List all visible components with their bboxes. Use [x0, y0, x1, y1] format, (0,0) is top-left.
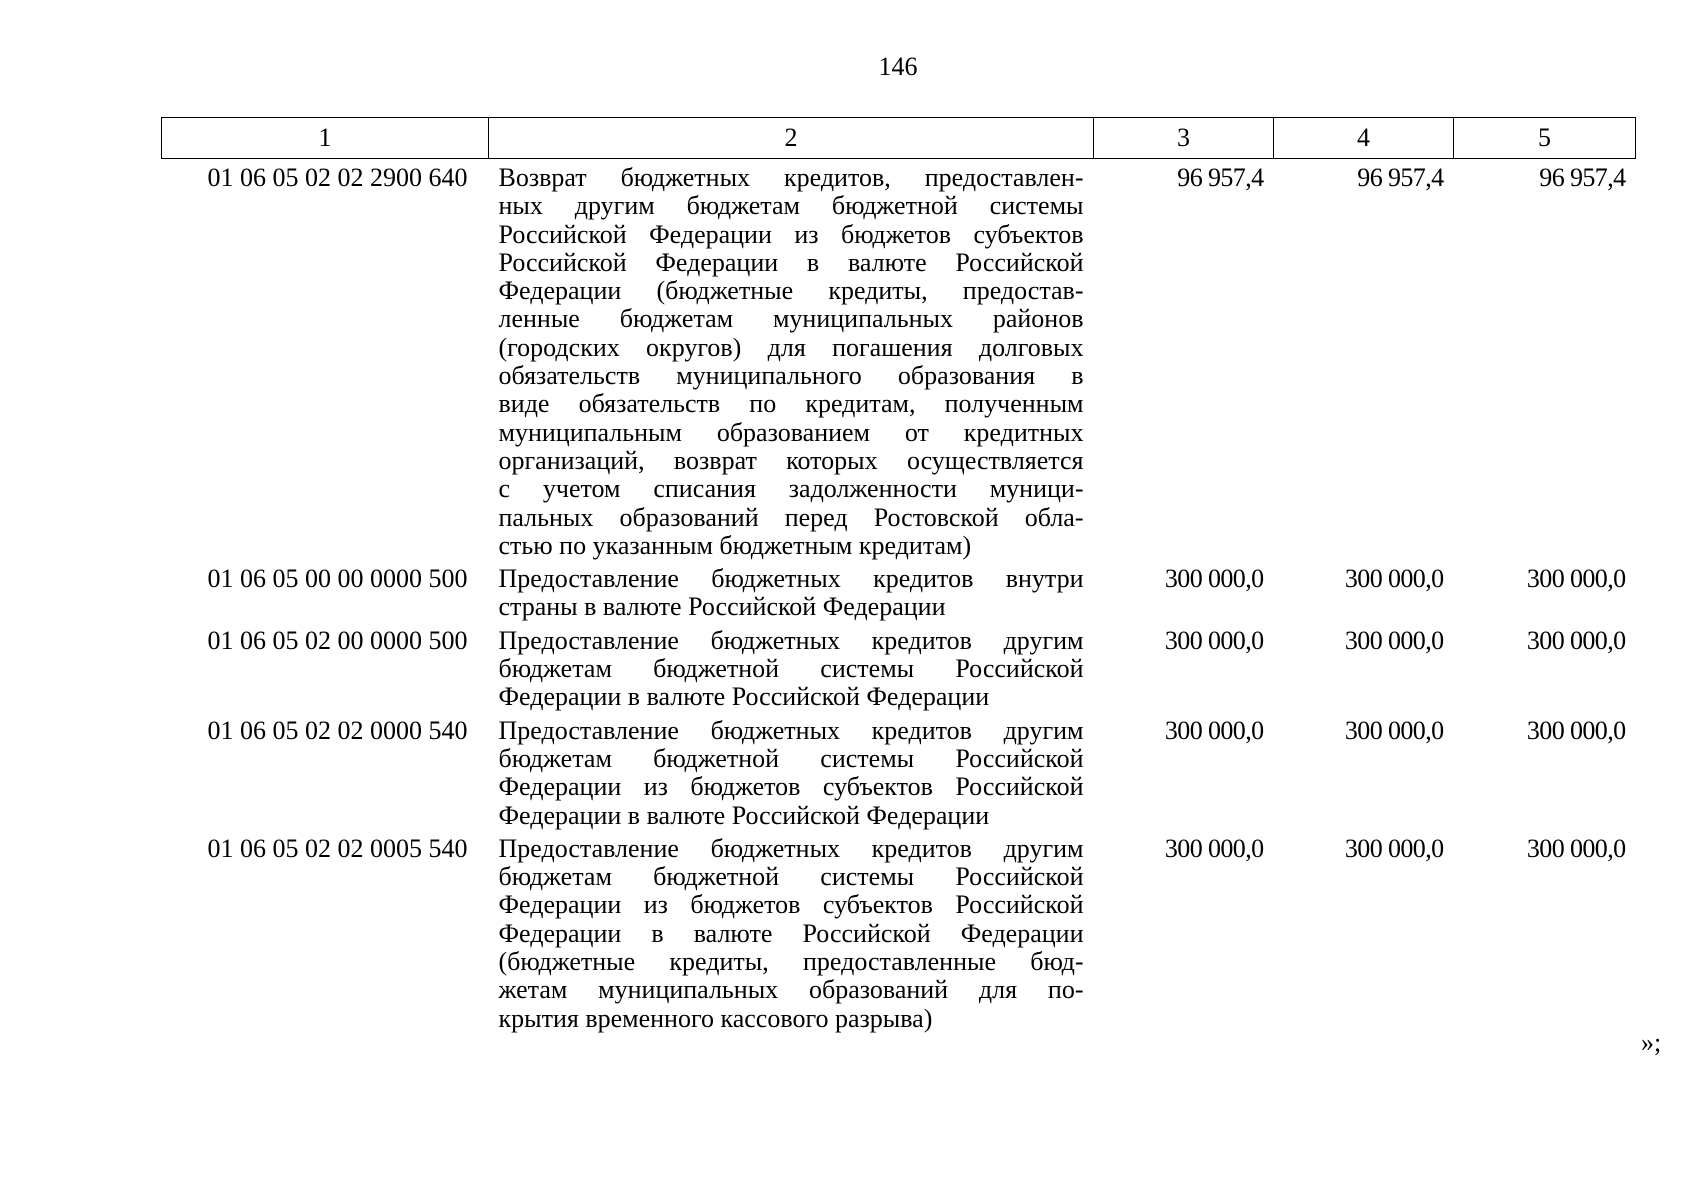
source-description [489, 622, 1094, 712]
classification-code: 01 06 05 02 02 0005 540 [207, 833, 468, 863]
source-description [489, 560, 1094, 622]
description-line: стью по указанным бюджетным кредитам) [498, 530, 972, 560]
amount-column-4: 300 000,0 [1344, 564, 1444, 594]
description-line: ных другим бюджетам бюджетной системы [498, 191, 1084, 221]
table-row [162, 622, 1636, 712]
amount-column-5: 300 000,0 [1526, 715, 1626, 745]
amount-column-5: 300 000,0 [1526, 564, 1626, 594]
amount-column-5: 96 957,4 [1539, 163, 1626, 192]
description-line: Федерации из бюджетов субъектов Российской [498, 890, 1084, 920]
classification-code: 01 06 05 02 02 0000 540 [207, 715, 468, 745]
description-line: обязательств муниципального образования в [498, 361, 1084, 391]
description-line: (городских округов) для погашения долговых [498, 332, 1084, 362]
amount-column-3: 300 000,0 [1164, 625, 1264, 655]
amount-column-4: 300 000,0 [1344, 625, 1444, 655]
description-line: Федерации из бюджетов субъектов Российской [498, 772, 1084, 802]
description-line: Российской Федерации в валюте Российской [498, 247, 1084, 277]
description-line: жетам муниципальных образований для по- [498, 975, 1084, 1005]
budget-sources-table [161, 117, 1636, 1033]
description-line: организаций, возврат которых осуществляется [498, 445, 1084, 475]
description-line: Предоставление бюджетных кредитов другим [498, 625, 1084, 655]
description-line: виде обязательств по кредитам, полученным [498, 389, 1084, 419]
classification-code: 01 06 05 02 02 2900 640 [207, 163, 468, 192]
description-line: Российской Федерации из бюджетов субъектов [498, 219, 1084, 249]
column-header-5: 5 [1454, 118, 1636, 159]
description-line: Предоставление бюджетных кредитов внутри [498, 564, 1084, 594]
description-line: (бюджетные кредиты, предоставленные бюд- [498, 947, 1084, 977]
source-description [489, 712, 1094, 830]
amount-column-3: 96 957,4 [1177, 163, 1264, 192]
page-number: 146 [878, 52, 918, 81]
description-line: бюджетам бюджетной системы Российской [498, 743, 1084, 773]
description-line: крытия временного кассового разрыва) [498, 1003, 933, 1033]
column-header-2: 2 [489, 118, 1094, 159]
table-row [162, 712, 1636, 830]
column-header-1: 1 [162, 118, 489, 159]
description-line: пальных образований перед Ростовской обла- [498, 502, 1084, 532]
amount-column-4: 300 000,0 [1344, 715, 1444, 745]
description-line: Предоставление бюджетных кредитов другим [498, 715, 1084, 745]
description-line: с учетом списания задолженности муници- [498, 474, 1084, 504]
amount-column-4: 300 000,0 [1344, 833, 1444, 863]
description-line: Федерации в валюте Российской Федерации [498, 918, 1084, 948]
table-row [162, 560, 1636, 622]
description-line: бюджетам бюджетной системы Российской [498, 654, 1084, 684]
table-row [162, 159, 1636, 561]
amount-column-3: 300 000,0 [1164, 833, 1264, 863]
column-header-4: 4 [1274, 118, 1454, 159]
description-line: Возврат бюджетных кредитов, предоставлен- [498, 163, 1084, 192]
amount-column-3: 300 000,0 [1164, 715, 1264, 745]
amount-column-3: 300 000,0 [1164, 564, 1264, 594]
amount-column-5: 300 000,0 [1526, 625, 1626, 655]
description-line: ленные бюджетам муниципальных районов [498, 304, 1084, 334]
classification-code: 01 06 05 00 00 0000 500 [207, 564, 468, 594]
source-description [489, 159, 1094, 561]
table-header-row [162, 118, 1636, 159]
description-line: страны в валюте Российской Федерации [498, 592, 946, 622]
table-body [162, 159, 1636, 1033]
amount-column-5: 300 000,0 [1526, 833, 1626, 863]
description-line: муниципальным образованием от кредитных [498, 417, 1084, 447]
description-line: Предоставление бюджетных кредитов другим [498, 833, 1084, 863]
table-row [162, 830, 1636, 1033]
description-line: Федерации (бюджетные кредиты, предостав- [498, 276, 1084, 306]
source-description [489, 830, 1094, 1033]
amount-column-4: 96 957,4 [1357, 163, 1444, 192]
closing-quote-mark: »; [1641, 1028, 1662, 1057]
description-line: бюджетам бюджетной системы Российской [498, 862, 1084, 892]
classification-code: 01 06 05 02 00 0000 500 [207, 625, 468, 655]
description-line: Федерации в валюте Российской Федерации [498, 682, 990, 712]
description-line: Федерации в валюте Российской Федерации [498, 800, 990, 830]
column-header-3: 3 [1094, 118, 1274, 159]
